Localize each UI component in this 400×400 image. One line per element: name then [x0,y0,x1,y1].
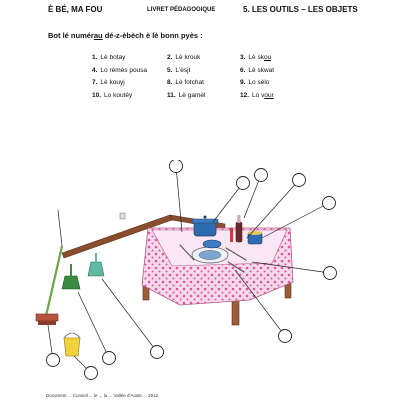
header-title-right: 5. LES OUTILS – LES OBJETS [243,5,358,14]
word-item-text: Lè fotchat [175,79,204,86]
answer-circle [293,174,306,187]
candle [230,228,233,242]
bottle [236,215,242,242]
word-item-text: Lè gamèl [178,91,206,99]
word-item-text: Lo sèlo [248,79,270,86]
broom [36,246,62,325]
pot [192,216,218,237]
word-item-number: 8. [167,79,173,86]
instruction-underlined: au [93,31,103,40]
word-item [92,53,167,64]
bowl [203,240,221,248]
header-title-middle: LIVRET PÉDAGOGIQUE [147,7,216,13]
word-item-number: 7. [92,79,98,86]
dustpan-green [62,264,80,289]
word-item [92,91,167,102]
answer-circle [47,354,60,367]
table-illustration [0,160,400,400]
answer-circle [237,177,250,190]
word-item-number: 11. [167,91,176,99]
word-item-text: Lè kouyj [100,79,125,86]
header-title-left: È BÉ, MA FOU [48,5,103,14]
word-item-number: 12. [240,91,250,99]
word-item-text: Lo v [252,91,265,99]
word-item-underlined: ou [263,54,272,61]
word-item [167,66,240,77]
word-item [240,78,350,89]
word-item [240,66,350,77]
word-item-number: 2. [167,54,173,61]
answer-circle [279,330,292,343]
dustpan-teal [88,253,104,276]
bucket [64,333,80,356]
answer-circle [323,197,336,210]
instruction-text [48,31,203,40]
word-item-text: L'èsjt [175,66,191,74]
word-item-number: 9. [240,79,246,86]
word-item-number: 10. [92,91,102,99]
answer-circle [170,160,183,173]
word-item-number: 1. [92,54,98,61]
word-list [92,53,352,101]
answer-circle [324,267,337,280]
instruction-before: Bot lé numér [48,31,94,40]
answer-circle [103,352,116,365]
word-item-text: Lè skwat [248,66,275,74]
word-item-number: 6. [240,66,246,74]
word-item [92,78,167,89]
tablecloth [142,228,293,305]
answer-circle [151,346,164,359]
word-item [167,78,240,89]
word-item [240,53,350,64]
word-item-text: Lè botay [100,54,126,61]
footer-text: Document ... Conseil ... le ... la ... Vallée d'Aoste ... 2012 [46,393,159,398]
word-item-number: 4. [92,66,98,74]
word-item [167,91,240,102]
word-item-text: Lo koutéy [104,91,133,99]
word-item-underlined: our [264,91,274,99]
instruction-after: dé-z-èbèch è lè bonn pyès : [102,31,203,40]
answer-circle [85,367,98,380]
word-item [92,66,167,77]
plate [192,247,228,263]
word-item-text: Lè sk [248,54,264,61]
word-item-number: 3. [240,54,246,61]
answer-circle [255,169,268,182]
word-item-text: Lè krouk [175,54,201,61]
word-item-number: 5. [167,66,173,74]
word-item-text: Lo rèmès pousa [100,66,148,74]
word-item [240,91,350,102]
word-item [167,53,240,64]
mug [248,231,262,244]
